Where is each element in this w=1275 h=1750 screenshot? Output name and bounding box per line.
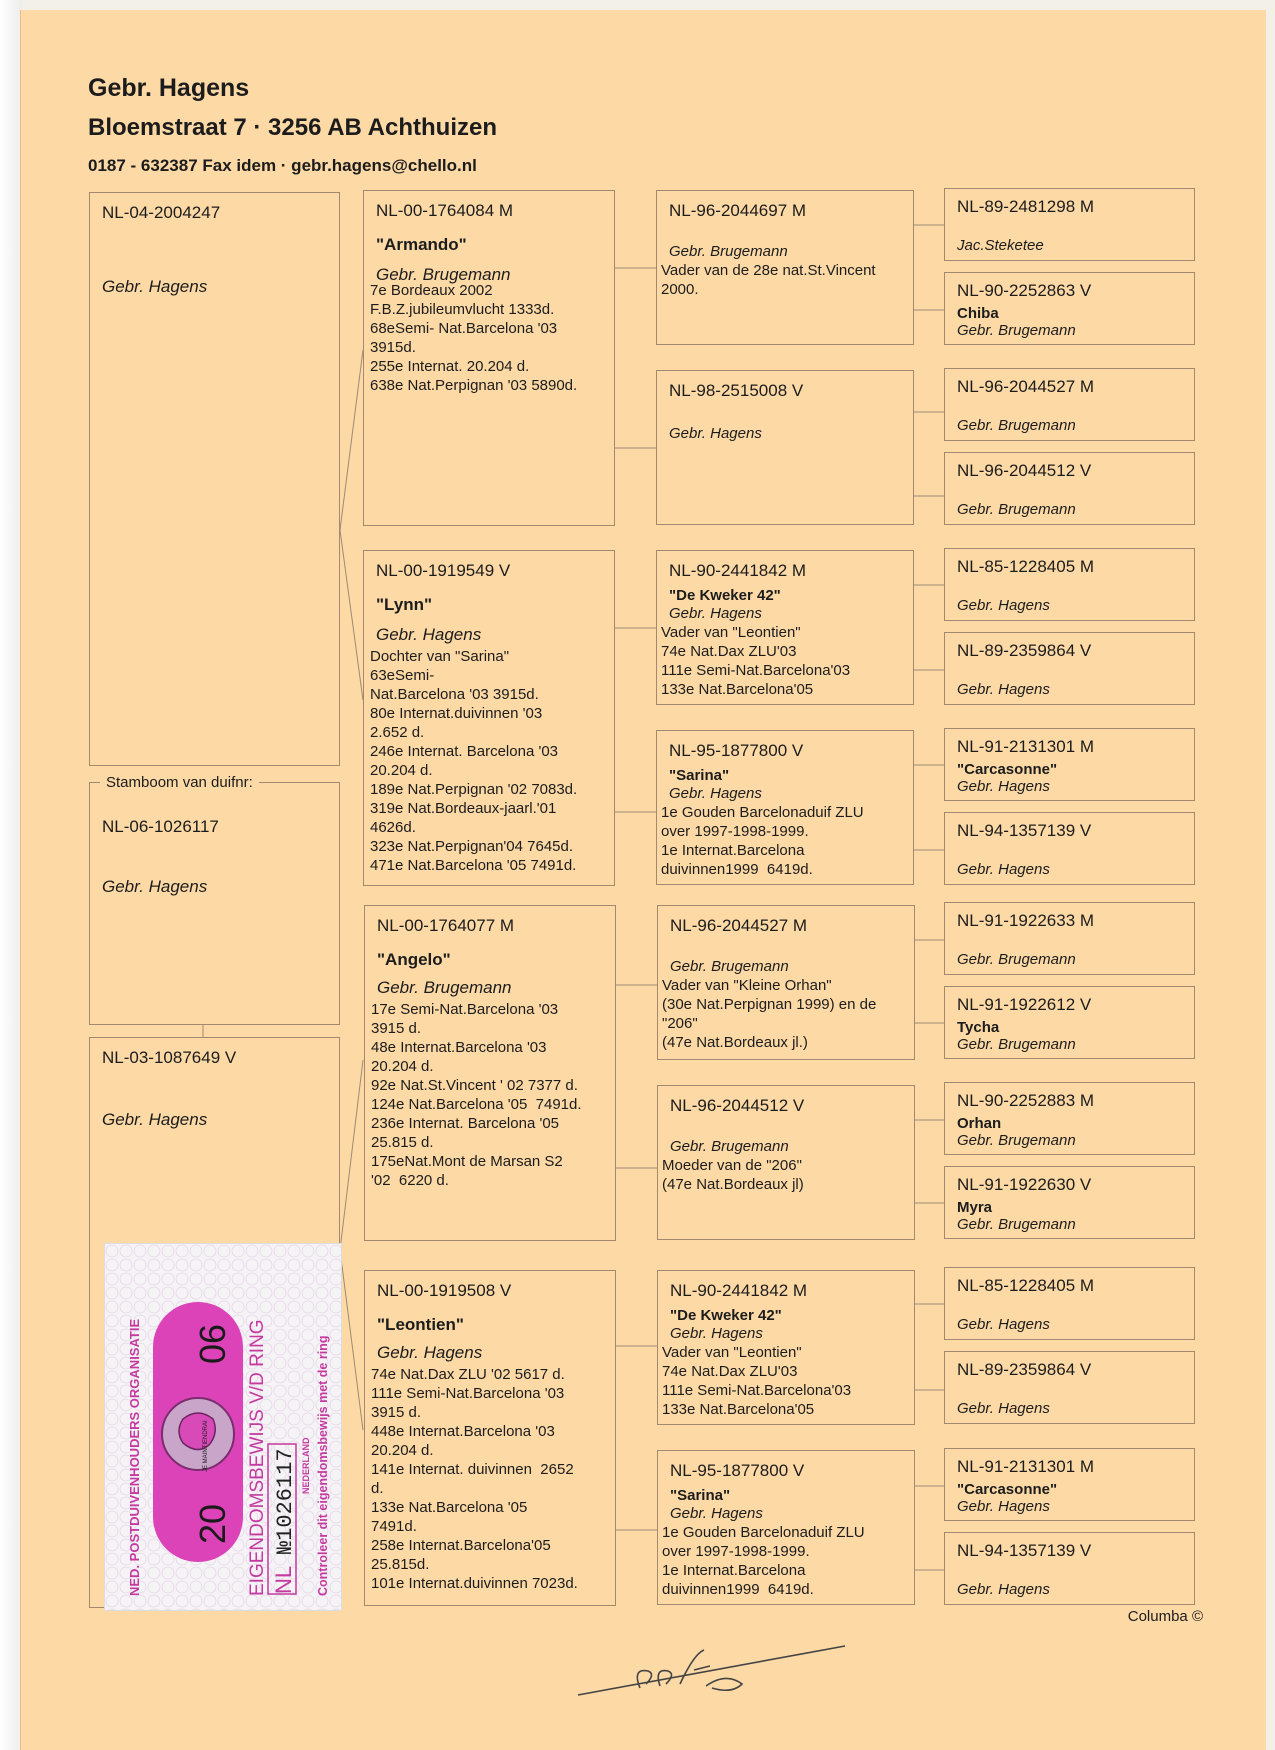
pigeon-ring-number: NL-91-1922612 V <box>957 995 1092 1014</box>
pigeon-ring-number: NL-96-2044512 V <box>957 461 1092 480</box>
pigeon-ring-number: NL-90-2441842 M <box>669 561 807 580</box>
pigeon-breeder: Gebr. Hagens <box>376 625 482 644</box>
pigeon-breeder: Gebr. Brugemann <box>957 322 1076 339</box>
pigeon-ring-number: NL-00-1919508 V <box>377 1281 512 1300</box>
great-grandparent-box <box>944 368 1195 441</box>
pigeon-breeder: Gebr. Brugemann <box>957 417 1076 434</box>
pigeon-ring-number: NL-03-1087649 V <box>102 1048 237 1067</box>
pigeon-ring-number: NL-96-2044527 M <box>957 377 1095 396</box>
great-grandparent-box <box>944 1448 1195 1521</box>
pigeon-breeder: Gebr. Brugemann <box>957 501 1076 518</box>
grandparent-box <box>656 190 914 345</box>
pigeon-name: "Leontien" <box>377 1315 464 1334</box>
pigeon-breeder: Gebr. Hagens <box>957 1400 1050 1417</box>
pigeon-breeder: Gebr. Brugemann <box>669 243 788 260</box>
great-grandparent-box <box>944 452 1195 525</box>
pigeon-breeder: Gebr. Hagens <box>669 605 762 622</box>
pigeon-ring-number: NL-96-2044512 V <box>670 1096 805 1115</box>
pigeon-breeder: Gebr. Brugemann <box>670 958 789 975</box>
pigeon-ring-number: NL-90-2441842 M <box>670 1281 808 1300</box>
pigeon-breeder: Gebr. Brugemann <box>376 265 511 284</box>
pigeon-ring-number: NL-91-1922633 M <box>957 911 1095 930</box>
owner-contact: 0187 - 632387 Fax idem · gebr.hagens@chello.nl <box>88 156 477 175</box>
pigeon-ring-number: NL-94-1357139 V <box>957 1541 1092 1560</box>
pigeon-name: "De Kweker 42" <box>669 587 781 604</box>
pigeon-notes: 1e Gouden Barcelonaduif ZLU over 1997-1998-1999. 1e Internat.Barcelona duivinnen1999 6419d. <box>662 1524 865 1598</box>
great-grandparent-box <box>944 812 1195 885</box>
pigeon-ring-number: NL-90-2252863 V <box>957 281 1092 300</box>
pigeon-notes: Moeder van de "206" (47e Nat.Bordeaux jl) <box>662 1157 804 1193</box>
pigeon-ring-number: NL-89-2359864 V <box>957 641 1092 660</box>
pigeon-name: "Armando" <box>376 235 467 254</box>
grandparent-box <box>656 730 914 885</box>
grandparent-box <box>657 905 915 1060</box>
pigeon-name: "Carcasonne" <box>957 1481 1058 1498</box>
pigeon-ring-number: NL-89-2481298 M <box>957 197 1095 216</box>
certificate-number: №1026117 <box>273 1448 298 1554</box>
pigeon-breeder: Gebr. Hagens <box>102 277 208 296</box>
pigeon-notes: Vader van "Kleine Orhan" (30e Nat.Perpignan 1999) en de "206" (47e Nat.Bordeaux jl.) <box>662 977 877 1051</box>
pigeon-name: Tycha <box>957 1019 1000 1036</box>
pigeon-ring-number: NL-95-1877800 V <box>670 1461 805 1480</box>
pigeon-name: "Carcasonne" <box>957 761 1058 778</box>
grandparent-box <box>657 1270 915 1425</box>
pigeon-breeder: Gebr. Hagens <box>669 425 762 442</box>
pigeon-notes: Dochter van "Sarina" 63eSemi- Nat.Barcelona '03 3915d. 80e Internat.duivinnen '03 2.652 d. 246e Internat. Barcelona '03 20.204 d. 189e Nat.Perpignan '02 7083d. 319e Nat.Bordeaux-jaarl.'01 4626d. 323e Nat.Perpignan'04 7645d. 471e Nat.Barcelona '05 7491d. <box>370 648 578 874</box>
pigeon-ring-number: NL-91-2131301 M <box>957 737 1095 756</box>
pedigree-subject-box <box>89 782 340 1025</box>
subject-pigeon-box <box>89 192 340 766</box>
great-grandparent-box <box>944 1351 1195 1424</box>
certificate-title: EIGENDOMSBEWIJS V/D RING <box>247 1319 268 1596</box>
pigeon-breeder: Gebr. Hagens <box>957 597 1050 614</box>
pigeon-ring-number: NL-96-2044527 M <box>670 916 808 935</box>
grandparent-box <box>657 1450 915 1605</box>
pigeon-notes: 1e Gouden Barcelonaduif ZLU over 1997-1998-1999. 1e Internat.Barcelona duivinnen1999 6419d. <box>661 804 864 878</box>
pigeon-breeder: Gebr. Brugemann <box>957 951 1076 968</box>
owner-name: Gebr. Hagens <box>88 74 250 102</box>
certificate-check: Controleer dit eigendomsbewijs met de ring <box>316 1335 330 1596</box>
pigeon-breeder: Gebr. Hagens <box>957 778 1050 795</box>
pigeon-notes: 17e Semi-Nat.Barcelona '03 3915 d. 48e Internat.Barcelona '03 20.204 d. 92e Nat.St.Vincent ' 02 7377 d. 124e Nat.Barcelona '05 7491d. 236e Internat. Barcelona '05 25.815 d. 175eNat.Mont de Marsan S2 '02 6220 d. <box>371 1001 582 1189</box>
signature <box>578 1646 845 1695</box>
pigeon-notes: Vader van "Leontien" 74e Nat.Dax ZLU'03 111e Semi-Nat.Barcelona'03 133e Nat.Barcelona'05 <box>662 1344 852 1418</box>
grandparent-box <box>656 550 914 705</box>
pigeon-notes: Vader van "Leontien" 74e Nat.Dax ZLU'03 111e Semi-Nat.Barcelona'03 133e Nat.Barcelona'05 <box>661 624 851 698</box>
great-grandparent-box <box>944 1082 1195 1155</box>
pigeon-breeder: Gebr. Brugemann <box>957 1216 1076 1233</box>
grandparent-box <box>656 370 914 525</box>
copyright-notice: Columba © <box>1127 1608 1203 1625</box>
pigeon-name: Orhan <box>957 1115 1002 1132</box>
parent-box <box>363 550 615 886</box>
great-grandparent-box <box>944 728 1195 801</box>
pigeon-name: "Sarina" <box>669 767 730 784</box>
great-grandparent-box <box>944 986 1195 1059</box>
great-grandparent-box <box>944 902 1195 975</box>
certificate-org: NED. POSTDUIVENHOUDERS ORGANISATIE <box>127 1318 142 1596</box>
pigeon-ring-number: NL-85-1228405 M <box>957 1276 1095 1295</box>
parent-box <box>364 905 616 1241</box>
pigeon-notes: 74e Nat.Dax ZLU '02 5617 d. 111e Semi-Nat.Barcelona '03 3915 d. 448e Internat.Barcelona '03 20.204 d. 141e Internat. duivinnen 2652 d. 133e Nat.Barcelona '05 7491d. 258e Internat.Barcelona'05 25.815d. 101e Internat.duivinnen 7023d. <box>371 1366 578 1592</box>
parent-box <box>363 190 615 526</box>
pigeon-breeder: Gebr. Hagens <box>669 785 762 802</box>
pigeon-ring-number: NL-96-2044697 M <box>669 201 807 220</box>
pigeon-breeder: Gebr. Hagens <box>957 681 1050 698</box>
certificate-artwork <box>105 1244 341 1610</box>
pigeon-ring-number: NL-00-1919549 V <box>376 561 511 580</box>
pigeon-breeder: Gebr. Hagens <box>670 1325 763 1342</box>
pigeon-name: "Angelo" <box>377 950 451 969</box>
pigeon-name: Chiba <box>957 305 999 322</box>
certificate-motto: JE MAINTIENDRAI <box>203 1420 209 1472</box>
pigeon-ring-number: NL-06-1026117 <box>102 817 219 836</box>
pigeon-ring-number: NL-85-1228405 M <box>957 557 1095 576</box>
great-grandparent-box <box>944 632 1195 705</box>
pigeon-ring-number: NL-04-2004247 <box>102 203 221 222</box>
pigeon-breeder: Gebr. Hagens <box>957 1581 1050 1598</box>
subject-label: Stamboom van duifnr: <box>100 774 259 791</box>
pigeon-breeder: Gebr. Hagens <box>957 1498 1050 1515</box>
pigeon-breeder: Gebr. Brugemann <box>957 1036 1076 1053</box>
pigeon-breeder: Gebr. Hagens <box>957 861 1050 878</box>
pigeon-ring-number: NL-90-2252883 M <box>957 1091 1095 1110</box>
great-grandparent-box <box>944 1532 1195 1605</box>
pigeon-breeder: Gebr. Hagens <box>670 1505 763 1522</box>
pigeon-breeder: Gebr. Brugemann <box>670 1138 789 1155</box>
pigeon-notes: Vader van de 28e nat.St.Vincent 2000. <box>661 262 876 298</box>
great-grandparent-box <box>944 1166 1195 1239</box>
pigeon-breeder: Gebr. Hagens <box>377 1343 483 1362</box>
great-grandparent-box <box>944 272 1195 345</box>
pigeon-ring-number: NL-00-1764077 M <box>377 916 515 935</box>
certificate-year-right: 06 <box>192 1323 233 1364</box>
pigeon-notes: 7e Bordeaux 2002 F.B.Z.jubileumvlucht 1333d. 68eSemi- Nat.Barcelona '03 3915d. 255e Internat. 20.204 d. 638e Nat.Perpignan '03 5890d. <box>370 282 578 394</box>
great-grandparent-box <box>944 1267 1195 1340</box>
pigeon-name: Myra <box>957 1199 993 1216</box>
pigeon-ring-number: NL-00-1764084 M <box>376 201 514 220</box>
pigeon-breeder: Gebr. Hagens <box>957 1316 1050 1333</box>
pigeon-name: "Lynn" <box>376 595 433 614</box>
certificate-country: NEDERLAND <box>301 1437 311 1494</box>
certificate-nl: NL <box>271 1565 296 1594</box>
pigeon-ring-number: NL-91-2131301 M <box>957 1457 1095 1476</box>
pigeon-breeder: Gebr. Hagens <box>102 877 208 896</box>
parent-box <box>364 1270 616 1606</box>
pigeon-name: "Sarina" <box>670 1487 731 1504</box>
pigeon-ring-number: NL-89-2359864 V <box>957 1360 1092 1379</box>
pigeon-ring-number: NL-98-2515008 V <box>669 381 804 400</box>
pigeon-ring-number: NL-91-1922630 V <box>957 1175 1092 1194</box>
ownership-certificate <box>104 1243 342 1611</box>
pigeon-name: "De Kweker 42" <box>670 1307 782 1324</box>
pigeon-breeder: Gebr. Brugemann <box>957 1132 1076 1149</box>
pigeon-ring-number: NL-94-1357139 V <box>957 821 1092 840</box>
grandparent-box <box>657 1085 915 1240</box>
pigeon-ring-number: NL-95-1877800 V <box>669 741 804 760</box>
great-grandparent-box <box>944 188 1195 261</box>
certificate-year-left: 20 <box>192 1503 233 1544</box>
pigeon-breeder: Gebr. Brugemann <box>377 978 512 997</box>
great-grandparent-box <box>944 548 1195 621</box>
owner-address: Bloemstraat 7 · 3256 AB Achthuizen <box>88 114 497 141</box>
pigeon-breeder: Jac.Steketee <box>957 237 1044 254</box>
pigeon-breeder: Gebr. Hagens <box>102 1110 208 1129</box>
